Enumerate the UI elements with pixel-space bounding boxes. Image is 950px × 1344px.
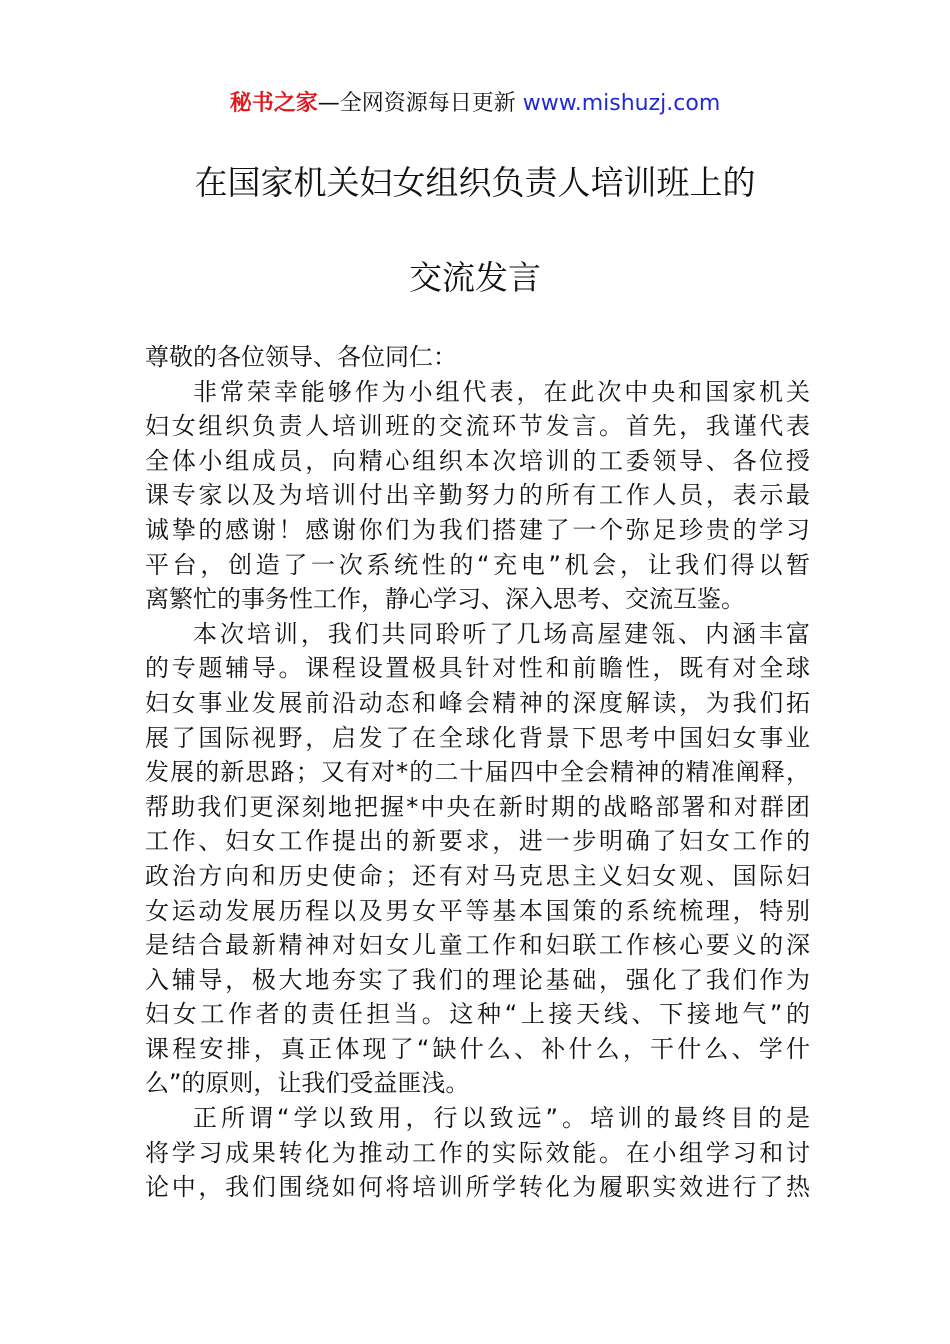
- site-tagline: —全网资源每日更新: [317, 91, 523, 116]
- paragraph-line: 平台，创造了一次系统性的“充电”机会，让我们得以暂: [145, 550, 810, 579]
- paragraph-line: 是结合最新精神对妇女儿童工作和妇联工作核心要义的深: [145, 931, 810, 960]
- paragraph-line: 政治方向和历史使命；还有对马克思主义妇女观、国际妇: [145, 861, 810, 890]
- paragraph-line: 全体小组成员，向精心组织本次培训的工委领导、各位授: [145, 446, 810, 475]
- paragraph-line: 发展的新思路；又有对*的二十届四中全会精神的精准阐释，: [145, 758, 810, 787]
- site-header: [0, 88, 950, 120]
- paragraph-line: 离繁忙的事务性工作，静心学习、深入思考、交流互鉴。: [145, 585, 745, 614]
- paragraph-line: 论中，我们围绕如何将培训所学转化为履职实效进行了热: [145, 1173, 810, 1202]
- paragraph-line: 诚挚的感谢！感谢你们为我们搭建了一个弥足珍贵的学习: [145, 515, 810, 544]
- paragraph-line: 课程安排，真正体现了“缺什么、补什么，干什么、学什: [145, 1034, 810, 1063]
- document-body: [145, 340, 810, 1205]
- paragraph-line: 入辅导，极大地夯实了我们的理论基础，强化了我们作为: [145, 965, 810, 994]
- paragraph-line: 帮助我们更深刻地把握*中央在新时期的战略部署和对群团: [145, 792, 810, 821]
- paragraph-line: 正所谓“学以致用，行以致远”。培训的最终目的是: [193, 1104, 810, 1133]
- paragraph-line: 工作、妇女工作提出的新要求，进一步明确了妇女工作的: [145, 827, 810, 856]
- paragraph-line: 的专题辅导。课程设置极具针对性和前瞻性，既有对全球: [145, 654, 810, 683]
- paragraph-line: 将学习成果转化为推动工作的实际效能。在小组学习和讨: [145, 1138, 810, 1167]
- paragraph-line: 妇女组织负责人培训班的交流环节发言。首先，我谨代表: [145, 412, 810, 441]
- paragraph-line: 么”的原则，让我们受益匪浅。: [145, 1069, 470, 1098]
- site-url-link[interactable]: www.mishuzj.com: [522, 91, 721, 116]
- paragraph-line: 女运动发展历程以及男女平等基本国策的系统梳理，特别: [145, 896, 810, 925]
- paragraph-line: 本次培训，我们共同聆听了几场高屋建瓴、内涵丰富: [193, 619, 810, 648]
- paragraph-line: 妇女工作者的责任担当。这种“上接天线、下接地气”的: [145, 1000, 810, 1029]
- paragraph-line: 展了国际视野，启发了在全球化背景下思考中国妇女事业: [145, 723, 810, 752]
- paragraph-line: 妇女事业发展前沿动态和峰会精神的深度解读，为我们拓: [145, 688, 810, 717]
- paragraph-line: 课专家以及为培训付出辛勤努力的所有工作人员，表示最: [145, 481, 810, 510]
- site-brand: 秘书之家: [229, 91, 318, 116]
- document-title-line-2: 交流发言: [409, 258, 541, 297]
- salutation: 尊敬的各位领导、各位同仁：: [145, 343, 457, 371]
- document-title-line-1: 在国家机关妇女组织负责人培训班上的: [194, 163, 756, 202]
- paragraph-line: 非常荣幸能够作为小组代表，在此次中央和国家机关: [193, 377, 810, 406]
